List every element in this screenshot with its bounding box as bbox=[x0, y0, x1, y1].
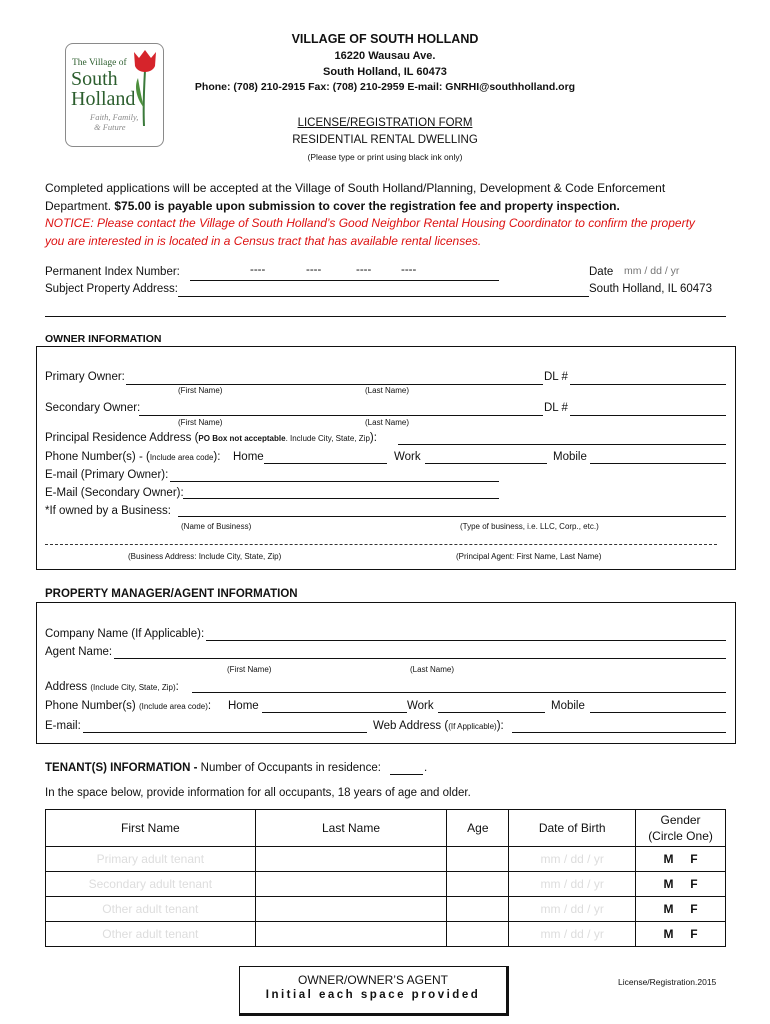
web-label-text: Web Address bbox=[373, 720, 442, 732]
intro-line1: Completed applications will be accepted at the Village of South Holland/Planning, Development & Code Enforcement bbox=[45, 181, 666, 195]
tenant-dob-cell[interactable]: mm / dd / yr bbox=[509, 897, 636, 922]
section-divider bbox=[45, 316, 726, 317]
date-label: Date bbox=[589, 266, 614, 278]
gender-f[interactable]: F bbox=[690, 927, 698, 941]
form-subtitle: RESIDENTIAL RENTAL DWELLING bbox=[292, 134, 478, 146]
org-contact: Phone: (708) 210-2915 Fax: (708) 210-2959 E-mail: GNRHI@southholland.org bbox=[194, 81, 576, 93]
owner-phone-label bbox=[45, 451, 220, 463]
intro-fee: $75.00 is payable upon submission to cover the registration fee and property inspection. bbox=[114, 199, 620, 213]
residence-field[interactable] bbox=[398, 444, 726, 445]
gender-f[interactable]: F bbox=[690, 902, 698, 916]
business-label: *If owned by a Business: bbox=[45, 505, 171, 517]
manager-phone-text: Phone Number(s) bbox=[45, 700, 136, 712]
manager-phone-label: Phone Number(s) (Include area code): bbox=[45, 700, 212, 712]
tenant-heading-line bbox=[45, 762, 381, 774]
email-primary-field[interactable] bbox=[170, 481, 499, 482]
manager-address-label: Address (Include City, State, Zip): bbox=[45, 681, 179, 693]
gender-m[interactable]: M bbox=[663, 877, 674, 891]
pin-dash-3: ---- bbox=[356, 264, 372, 276]
subject-address-field[interactable] bbox=[178, 296, 589, 297]
org-name: VILLAGE OF SOUTH HOLLAND bbox=[291, 32, 479, 46]
web-field[interactable] bbox=[512, 732, 726, 733]
tenant-gender-cell[interactable] bbox=[636, 922, 726, 947]
logo-line1: The Village of bbox=[72, 58, 127, 68]
gender-f[interactable]: F bbox=[690, 852, 698, 866]
tenant-dob-cell[interactable]: mm / dd / yr bbox=[509, 922, 636, 947]
secondary-last-caption: (Last Name) bbox=[365, 418, 410, 427]
occupants-label: Number of Occupants in residence: bbox=[200, 762, 381, 774]
manager-phone-note: (Include area code) bbox=[138, 702, 208, 711]
secondary-dl-field[interactable] bbox=[570, 415, 726, 416]
gender-m[interactable]: M bbox=[663, 927, 674, 941]
manager-home-label: Home bbox=[228, 700, 259, 712]
primary-last-caption: (Last Name) bbox=[365, 386, 410, 395]
residence-po-box: PO Box not acceptable bbox=[198, 434, 286, 443]
logo-line2: South bbox=[71, 68, 118, 90]
owner-work-field[interactable] bbox=[425, 463, 547, 464]
col-age: Age bbox=[447, 810, 509, 847]
owner-work-label: Work bbox=[394, 451, 421, 463]
primary-first-caption: (First Name) bbox=[178, 386, 223, 395]
table-row bbox=[46, 847, 726, 872]
email-primary-label: E-mail (Primary Owner): bbox=[45, 469, 169, 481]
col-gender-sub: (Circle One) bbox=[648, 829, 713, 843]
tenant-last-cell[interactable] bbox=[255, 872, 447, 897]
secondary-owner-label: Secondary Owner: bbox=[45, 402, 141, 414]
residence-label-text: Principal Residence Address ( bbox=[45, 432, 199, 444]
email-secondary-label: E-Mail (Secondary Owner): bbox=[45, 487, 184, 499]
agent-field[interactable] bbox=[114, 658, 726, 659]
tenant-first-cell[interactable]: Primary adult tenant bbox=[46, 847, 256, 872]
gender-m[interactable]: M bbox=[663, 852, 674, 866]
owner-phone-text: Phone Number(s) - ( bbox=[45, 451, 150, 463]
org-street: 16220 Wausau Ave. bbox=[334, 50, 436, 62]
owner-mobile-label: Mobile bbox=[553, 451, 587, 463]
owner-phone-end: ): bbox=[213, 451, 221, 463]
tenant-gender-cell[interactable] bbox=[636, 847, 726, 872]
pin-dash-2: ---- bbox=[306, 264, 322, 276]
secondary-first-caption: (First Name) bbox=[178, 418, 223, 427]
manager-work-field[interactable] bbox=[438, 712, 545, 713]
primary-dl-label: DL # bbox=[544, 371, 568, 383]
business-name-caption: (Name of Business) bbox=[181, 522, 252, 531]
business-address-caption: (Business Address: Include City, State, Zip) bbox=[128, 552, 282, 561]
secondary-owner-field[interactable] bbox=[139, 415, 543, 416]
manager-mobile-label: Mobile bbox=[551, 700, 585, 712]
manager-email-field[interactable] bbox=[83, 732, 367, 733]
manager-mobile-field[interactable] bbox=[590, 712, 726, 713]
manager-address-field[interactable] bbox=[192, 692, 726, 693]
tenant-last-cell[interactable] bbox=[255, 922, 447, 947]
residence-end: ): bbox=[369, 432, 377, 444]
occupants-period: . bbox=[424, 762, 428, 774]
manager-address-note: (Include City, State, Zip) bbox=[90, 683, 176, 692]
table-row bbox=[46, 922, 726, 947]
tenant-age-cell[interactable] bbox=[447, 872, 509, 897]
org-city: South Holland, IL 60473 bbox=[323, 66, 447, 78]
tenant-first-cell[interactable]: Other adult tenant bbox=[46, 922, 256, 947]
tenant-instruction: In the space below, provide information for all occupants, 18 years of age and older. bbox=[45, 787, 471, 799]
web-label: Web Address ((If Applicable)): bbox=[373, 720, 504, 732]
pin-field[interactable] bbox=[190, 280, 499, 281]
pin-dash-4: ---- bbox=[401, 264, 417, 276]
tenant-last-cell[interactable] bbox=[255, 897, 447, 922]
form-code: License/Registration.2015 bbox=[618, 977, 717, 987]
manager-heading: PROPERTY MANAGER/AGENT INFORMATION bbox=[45, 588, 298, 600]
manager-work-label: Work bbox=[407, 700, 434, 712]
agent-last-caption: (Last Name) bbox=[410, 665, 455, 674]
table-row bbox=[46, 872, 726, 897]
table-row bbox=[46, 897, 726, 922]
gender-m[interactable]: M bbox=[663, 902, 674, 916]
owner-phone-note: Include area code bbox=[149, 453, 214, 462]
pin-label: Permanent Index Number: bbox=[45, 266, 180, 278]
col-gender-label: Gender bbox=[660, 813, 701, 827]
intro-line2 bbox=[45, 199, 620, 213]
owner-home-field[interactable] bbox=[264, 463, 387, 464]
logo-line3: Holland bbox=[71, 88, 136, 110]
pin-dash-1: ---- bbox=[250, 264, 266, 276]
web-note: (If Applicable) bbox=[448, 722, 497, 731]
agent-label: Agent Name: bbox=[45, 646, 113, 658]
tenant-last-cell[interactable] bbox=[255, 847, 447, 872]
form-instruction: (Please type or print using black ink only) bbox=[307, 152, 463, 162]
gender-f[interactable]: F bbox=[690, 877, 698, 891]
business-address-field[interactable] bbox=[45, 544, 717, 545]
principal-agent-caption: (Principal Agent: First Name, Last Name) bbox=[456, 552, 602, 561]
notice-line2: you are interested in is located in a Census tract that has available rental licenses. bbox=[45, 234, 482, 248]
logo-tagline1: Faith, Family, bbox=[90, 112, 139, 122]
logo-tagline2: & Future bbox=[94, 122, 126, 132]
agent-first-caption: (First Name) bbox=[227, 665, 272, 674]
company-label: Company Name (If Applicable): bbox=[45, 628, 205, 640]
col-first-name: First Name bbox=[46, 810, 256, 847]
business-type-caption: (Type of business, i.e. LLC, Corp., etc.) bbox=[460, 522, 599, 531]
manager-email-label: E-mail: bbox=[45, 720, 81, 732]
occupants-field[interactable] bbox=[390, 774, 423, 775]
tenant-gender-cell[interactable] bbox=[636, 872, 726, 897]
email-secondary-field[interactable] bbox=[183, 498, 499, 499]
col-dob: Date of Birth bbox=[509, 810, 636, 847]
primary-owner-field[interactable] bbox=[126, 384, 543, 385]
subject-address-label: Subject Property Address: bbox=[45, 283, 178, 295]
initial-box-line2: Initial each space provided bbox=[265, 989, 481, 1001]
subject-city: South Holland, IL 60473 bbox=[589, 283, 712, 295]
date-input[interactable] bbox=[622, 264, 726, 278]
occupant-header-row bbox=[46, 810, 726, 847]
tenant-dob-cell[interactable]: mm / dd / yr bbox=[509, 872, 636, 897]
primary-owner-label: Primary Owner: bbox=[45, 371, 125, 383]
tenant-first-cell[interactable]: Secondary adult tenant bbox=[46, 872, 256, 897]
tenant-first-cell[interactable]: Other adult tenant bbox=[46, 897, 256, 922]
tenant-age-cell[interactable] bbox=[447, 922, 509, 947]
tenant-heading: TENANT(S) INFORMATION - bbox=[45, 762, 201, 774]
col-gender bbox=[636, 810, 726, 847]
business-field[interactable] bbox=[178, 516, 726, 517]
secondary-dl-label: DL # bbox=[544, 402, 568, 414]
occupant-table bbox=[45, 809, 726, 947]
tenant-gender-cell[interactable] bbox=[636, 897, 726, 922]
tenant-age-cell[interactable] bbox=[447, 897, 509, 922]
company-field[interactable] bbox=[206, 640, 726, 641]
owner-heading: OWNER INFORMATION bbox=[45, 333, 162, 345]
tenant-dob-cell[interactable]: mm / dd / yr bbox=[509, 847, 636, 872]
initial-box bbox=[239, 966, 509, 1016]
tenant-age-cell[interactable] bbox=[447, 847, 509, 872]
intro-line2-prefix: Department. bbox=[45, 199, 115, 213]
residence-note: . Include City, State, Zip bbox=[285, 434, 370, 443]
manager-address-text: Address bbox=[45, 681, 88, 693]
primary-dl-field[interactable] bbox=[570, 384, 726, 385]
notice-line1: NOTICE: Please contact the Village of South Holland’s Good Neighbor Rental Housing Coordinator to confirm the property bbox=[45, 216, 695, 230]
initial-box-line1: OWNER/OWNER’S AGENT bbox=[297, 973, 448, 987]
residence-label bbox=[45, 432, 377, 444]
col-last-name: Last Name bbox=[255, 810, 447, 847]
manager-home-field[interactable] bbox=[262, 712, 407, 713]
form-title: LICENSE/REGISTRATION FORM bbox=[297, 117, 473, 129]
owner-mobile-field[interactable] bbox=[590, 463, 726, 464]
owner-home-label: Home bbox=[233, 451, 264, 463]
